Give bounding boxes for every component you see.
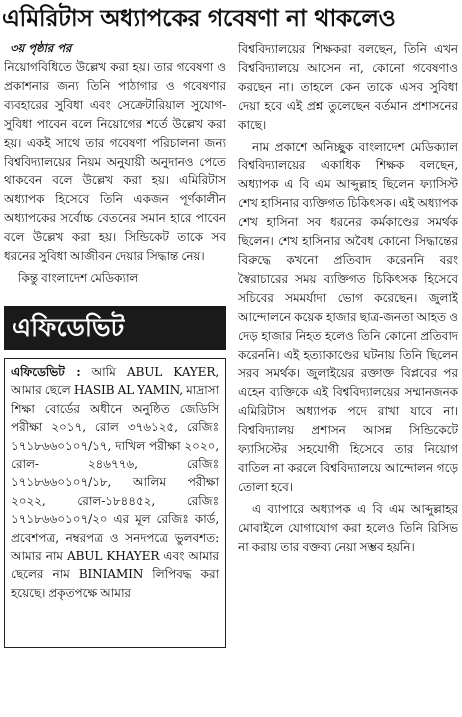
affidavit-banner: এফিডেভিট bbox=[4, 306, 226, 350]
affidavit-label: এফিডেভিট : bbox=[11, 364, 81, 379]
continued-from-label: ৩য় পৃষ্ঠার পর bbox=[10, 41, 72, 55]
article-paragraph: কিন্তু বাংলাদেশ মেডিক্যাল bbox=[18, 270, 139, 285]
article-paragraph: বিশ্ববিদ্যালয়ের শিক্ষকরা বলছেন, তিনি এখন বিশ্ববিদ্যালয়ে আসেন না, কোনো গবেষণাও করছেন না। তাহলে কেন তাকে এসব সুবিধা দেয়া হবে এই প্রশ্ন তুলেছেন বর্তমান প্রশাসনের কাছে। bbox=[238, 42, 458, 132]
left-column bbox=[4, 40, 226, 717]
article-paragraph: নাম প্রকাশে অনিচ্ছুক বাংলাদেশ মেডিক্যাল বিশ্ববিদ্যালয়ের একাধিক শিক্ষক বলছেন, অধ্যাপক এ বি এম আব্দুল্লাহ ছিলেন ফ্যাসিস্ট শেখ হাসিনার ব্যক্তিগত চিকিৎসক। এই অধ্যাপক শেখ হাসিনা সব ধরনের কর্মকাণ্ডের সমর্থক ছিলেন। শেখ হাসিনার অবৈধ কোনো সিদ্ধান্তের বিরুদ্ধে কখনো প্রতিবাদ করেননি বরং স্বৈরাচারের সময় ব্যক্তিগত চিকিৎসক হিসেবে সচিবের সমমর্যাদা ভোগ করেছেন। জুলাই আন্দোলনে কয়েক হাজার ছাত্র-জনতা আহত ও দেড় হাজার নিহত হলেও তিনি কোনো প্রতিবাদ করেননি। এই হত্যাকাণ্ডের ঘটনায় তিনি ছিলেন সরব সমর্থক। জুলাইয়ের রক্তাক্ত বিপ্লবের পর এহেন ব্যক্তিকে এই বিশ্ববিদ্যালয়ের সম্মানজনক এমিরিটাস অধ্যাপক পদে রাখা যাবে না। বিশ্ববিদ্যালয় প্রশাসন আসন্ন সিন্ডিকেটে ফ্যাসিস্টের সহযোগী হিসেবে তার নিয়োগ বাতিল না করলে বিশ্ববিদ্যালয়ে আন্দোলন গড়ে তোলা হবে। bbox=[238, 139, 458, 494]
affidavit-notice bbox=[4, 358, 226, 648]
right-column bbox=[238, 40, 458, 717]
affidavit-text-block bbox=[11, 363, 219, 602]
article-paragraph: নিয়োগবিধিতে উল্লেখ করা হয়। তার গবেষণা ও প্রকাশনার জন্য তিনি পাঠাগার ও গবেষণার ব্যবহারের সুবিধা এবং সেক্রেটারিয়াল সুযোগ-সুবিধা পাবেন বলে নিয়োগের শর্তে উল্লেখ করা হয়। একই সাথে তার গবেষণা পরিচালনা জন্য বিশ্ববিদ্যালয়ের নিয়ম অনুযায়ী অনুদানও পেতে থাকবেন বলে উল্লেখ করা হয়। এমিরিটাস অধ্যাপক হিসেবে তিনি একজন পূর্ণকালীন অধ্যাপকের সর্বোচ্চ বেতনের সমান হারে পাবেন বলে উল্লেখ করা হয়। সিন্ডিকেট তাকে সব ধরনের সুবিধা আজীবন দেয়ার সিদ্ধান্ত নেয়। bbox=[4, 60, 226, 264]
affidavit-text: আমি ABUL KAYER, আমার ছেলে HASIB AL YAMIN, মাদ্রাসা শিক্ষা বোর্ডের অধীনে অনুষ্ঠিত জেডিসি পরীক্ষা ২০১৭, রোল ৩৭৬১২৫, রেজিঃ ১৭১৮৬৬০১০৭/১৭, দাখিল পরীক্ষা ২০২০, রোল- ২৪৬৭৭৬, রেজিঃ ১৭১৮৬৬০১০৭/১৮, আলিম পরীক্ষা ২০২২, রোল-১৮৪৪৫২, রেজিঃ ১৭১৮৬৬০১০৭/২০ এর মূল রেজিঃ কার্ড, প্রবেশপত্র, নম্বরপত্র ও সনদপত্রে ভুলবশত: আমার নাম ABUL KHAYER এবং আমার ছেলের নাম BINIAMIN লিপিবদ্ধ করা হয়েছে। প্রকৃতপক্ষে আমার bbox=[11, 364, 219, 600]
headline: এমিরিটাস অধ্যাপকের গবেষণা না থাকলেও bbox=[2, 4, 396, 32]
article-paragraph: এ ব্যাপারে অধ্যাপক এ বি এম আব্দুল্লাহর মোবাইলে যোগাযোগ করা হলেও তিনি রিসিভ না করায় তার বক্তব্য নেয়া সম্ভব হয়নি। bbox=[238, 501, 458, 554]
